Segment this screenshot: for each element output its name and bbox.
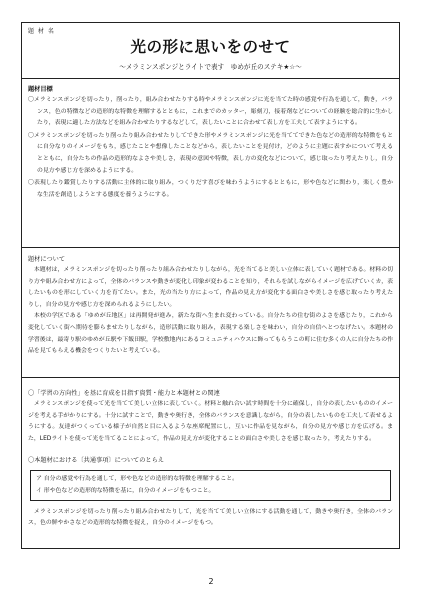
common-items-box	[30, 470, 391, 500]
goals-section	[22, 78, 399, 248]
title-label: 題 材 名	[28, 28, 55, 35]
common-item: イ 形や色などの造形的な特徴を基に，自分のイメージをもつこと。	[36, 487, 215, 494]
goals-heading: 題材目標	[28, 86, 53, 93]
document-frame	[21, 22, 400, 549]
qualities-section	[22, 378, 399, 548]
common-heading: 〇本題材における〔共通事項〕についてのとらえ	[28, 457, 164, 465]
about-heading: 題材について	[28, 256, 66, 263]
title-box	[22, 23, 399, 79]
about-paragraph: 本題材は，メラミンスポンジを切ったり削ったり組み合わせたりしながら，光を当てると美しい立体に表していく題材である。材料の切り方や組み合わせ方によって，全体のバランスや動きが変化し印象が変わることを知り，それらを試しながらイメージを広げていくカ，表したいものを形にしていく力を育てたい。また，光の当たり方によって，作品の見え方が変化する面白さや美しさを感じ取ったり考えたりし，自分の見方や感じ方を深められるようにしたい。	[28, 267, 393, 308]
goal-item: 〇表現したり鑑賞したりする活動に主体的に取り組み，つくりだす喜びを味わうようにするとともに，形や色などに関わり，楽しく豊かな生活を創造しようとする態度を養うようにする。	[28, 180, 393, 198]
common-item: ア 自分の感覚や行為を通して，形や色などの造形的な特徴を理解すること。	[36, 476, 239, 483]
page-title: 光の形に思いをのせて	[130, 37, 291, 56]
common-paragraph: メラミンスポンジを切ったり削ったり組み合わせたりして，光を当てて美しい立体にする活動を通して，動きや奥行き，全体のバランス，色の鮮やかさなどの造形的な特徴を捉え，自分のイメージをもつ。	[28, 508, 393, 527]
goal-item: 〇メラミンスポンジを切ったり，削ったり，組み合わせたりする時やメラミンスポンジに光を当てた時の感覚や行為を通して，動き，バランス，色の特徴などの造形的な特徴を理解するとともに，これまでのカッター，彫刻刀，接着剤などについての経験を総合的に生かしたり，表現に適した方法などを組み合わせたりするなどして，表したいことに合わせて表し方を工夫して表すようにする。	[28, 97, 393, 127]
about-paragraph: 本校の学区である「ゆめが丘地区」は再開発が進み，新たな街へ生まれ変わっている。自分たちの住む街のよさを感じたり，これから変化していく街へ期待を膨らませたりしながら，造形活動に取り組み，表現する楽しさを味わい，自分の自信へとつなげたい。本題材の学習後は，最寄り駅のゆめが丘駅や下飯田駅，学校敷地内にあるコミュニティハウスに飾ってもらうこの町に住む多くの人に自分たちの作品を見てもらえる機会をつくりたいと考えている。	[28, 313, 393, 355]
page-number: 2	[208, 577, 214, 586]
goal-item: 〇メラミンスポンジを切ったり削ったり組み合わせたりしてできた形やメラミンスポンジに光を当ててできた色などの造形的な特徴をもとに自分なりのイメージをもち，感じたことや想像したことなどから，表したいことを見付け，どのように主題に表すかについて考えるとともに，自分たちの作品の造形的なよさや美しさ，表現の意図や特徴，表し方の変化などについて，感じ取ったり考えたりし，自分の見方や感じ方を深めるようにする。	[28, 132, 393, 174]
page-subtitle: ～メラミンスポンジとライトで表す ゆめが丘のステキ★☆～	[119, 63, 302, 71]
qualities-heading: 〇「学習の方向性」を基に育成を目指す資質・能力と本題材との関連	[28, 390, 220, 397]
qualities-paragraph: メラミンスポンジを使って光を当てて美しい立体に表していく。材料と触れ合い試す時間を十分に確保し，自分の表したいもののイメージを考える手がかりにする。十分に試すことで，動きや奥行き，全体のバランスを意識しながら，自分の表したいものを工夫して表せるようにする。友達がつくっている様子が自然と目に入るような座席配置にし，互いに作品を見ながら，自分の見方や感じ方を広げる。また，LEDライトを使って光を当てることによって，作品の見え方が変化することの面白さや美しさを感じ取ったり，考えたりする。	[28, 401, 393, 442]
about-section	[22, 248, 399, 378]
